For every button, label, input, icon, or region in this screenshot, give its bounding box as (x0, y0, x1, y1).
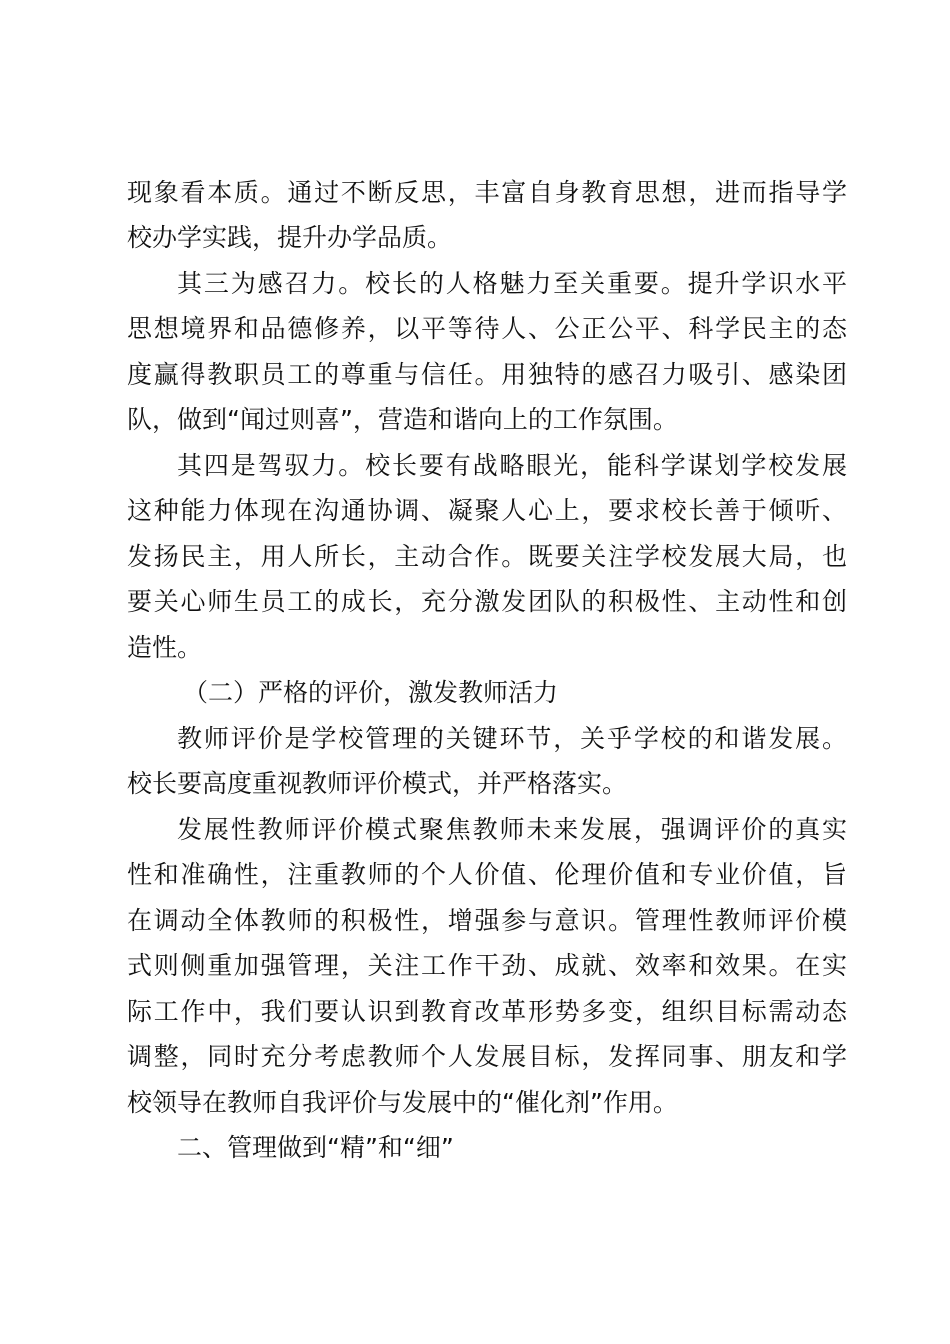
text-line: 造性。 (127, 633, 203, 662)
text-line: 度赢得教职员工的尊重与信任。用独特的感召力吸引、感染团 (127, 360, 847, 389)
text-line: 式则侧重加强管理，关注工作干劲、成就、效率和效果。在实 (127, 951, 847, 980)
text-line: 校办学实践，提升办学品质。 (127, 223, 453, 252)
paragraph-start-line: 发展性教师评价模式聚焦教师未来发展，强调评价的真实 (177, 815, 847, 844)
text-line: 在调动全体教师的积极性，增强参与意识。管理性教师评价模 (127, 906, 847, 935)
paragraph-start-line: 其四是驾驭力。校长要有战略眼光，能科学谋划学校发展 (177, 451, 847, 480)
text-line: 校长要高度重视教师评价模式，并严格落实。 (127, 769, 628, 798)
text-line: 际工作中，我们要认识到教育改革形势多变，组织目标需动态 (127, 997, 847, 1026)
text-line: 现象看本质。通过不断反思，丰富自身教育思想，进而指导学 (127, 178, 847, 207)
paragraph-start-line: 其三为感召力。校长的人格魅力至关重要。提升学识水平 (177, 269, 847, 298)
text-line: 队，做到“闻过则喜”，营造和谐向上的工作氛围。 (127, 405, 678, 434)
text-line: 发扬民主，用人所长，主动合作。既要关注学校发展大局，也 (127, 542, 847, 571)
text-line: 要关心师生员工的成长，充分激发团队的积极性、主动性和创 (127, 587, 847, 616)
text-line: 思想境界和品德修养，以平等待人、公正公平、科学民主的态 (127, 314, 847, 343)
section-heading: （二）严格的评价，激发教师活力 (183, 678, 559, 707)
text-line: 调整，同时充分考虑教师个人发展目标，发挥同事、朋友和学 (127, 1042, 847, 1071)
text-line: 这种能力体现在沟通协调、凝聚人心上，要求校长善于倾听、 (127, 496, 847, 525)
section-heading: 二、管理做到“精”和“细” (177, 1133, 454, 1162)
paragraph-start-line: 教师评价是学校管理的关键环节，关乎学校的和谐发展。 (177, 724, 847, 753)
text-line: 性和准确性，注重教师的个人价值、伦理价值和专业价值，旨 (127, 860, 847, 889)
text-line: 校领导在教师自我评价与发展中的“催化剂”作用。 (127, 1088, 678, 1117)
